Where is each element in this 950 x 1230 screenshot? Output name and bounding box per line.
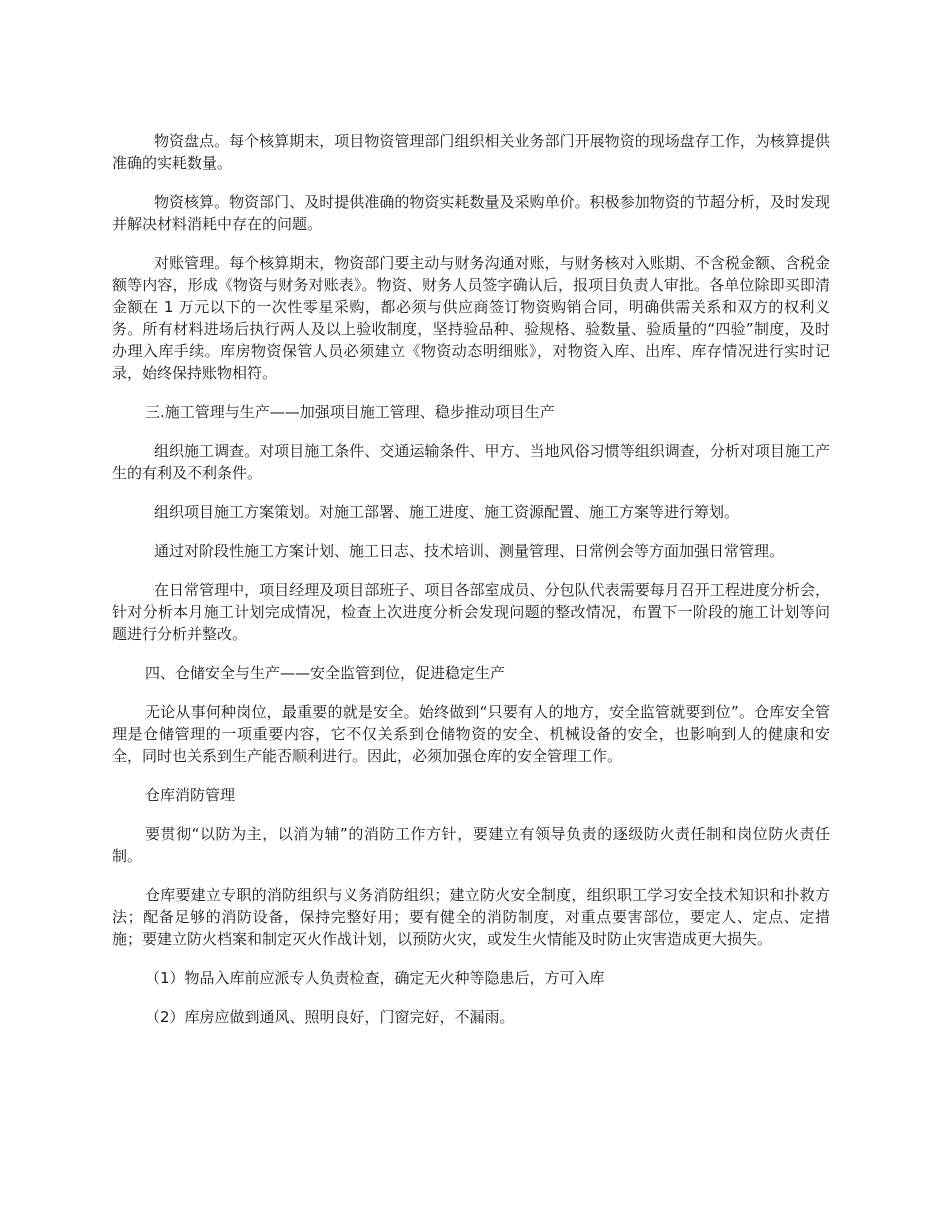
paragraph-inventory-check: 物资盘点。每个核算期末，项目物资管理部门组织相关业务部门开展物资的现场盘存工作，为核算提供准确的实耗数量。 — [112, 132, 830, 172]
list-item-2: （2）库房应做到通风、照明良好，门窗完好，不漏雨。 — [145, 1008, 515, 1026]
section-heading-storage-safety: 四、仓储安全与生产——安全监管到位，促进稳定生产 — [145, 664, 506, 682]
paragraph-progress-meeting: 在日常管理中，项目经理及项目部班子、项目各部室成员、分包队代表需要每月召开工程进度分析会，针对分析本月施工计划完成情况，检查上次进度分析会发现问题的整改情况，布置下一阶段的施工计划等问题进行分析并整改。 — [112, 581, 830, 643]
paragraph-safety-importance: 无论从事何种岗位，最重要的就是安全。始终做到“只要有人的地方，安全监管就要到位”。仓库安全管理是仓储管理的一项重要内容，它不仅关系到仓储物资的安全、机械设备的安全，也影响到人的健康和安全，同时也关系到生产能否顺利进行。因此，必须加强仓库的安全管理工作。 — [112, 703, 830, 765]
paragraph-fire-policy: 要贯彻“以防为主，以消为辅”的消防工作方针，要建立有领导负责的逐级防火责任制和岗位防火责任制。 — [112, 825, 830, 865]
paragraph-fire-organization: 仓库要建立专职的消防组织与义务消防组织；建立防火安全制度，组织职工学习安全技术知识和扑救方法；配备足够的消防设备，保持完整好用；要有健全的消防制度，对重点要害部位，要定人、定点、定措施；要建立防火档案和制定灭火作战计划，以预防火灾，或发生火情能及时防止灾害造成更大损失。 — [112, 886, 830, 948]
subheading-fire-management: 仓库消防管理 — [145, 786, 236, 804]
paragraph-daily-management: 通过对阶段性施工方案计划、施工日志、技术培训、测量管理、日常例会等方面加强日常管理。 — [154, 542, 785, 560]
paragraph-construction-plan: 组织项目施工方案策划。对施工部署、施工进度、施工资源配置、施工方案等进行筹划。 — [154, 503, 740, 521]
paragraph-construction-survey: 组织施工调查。对项目施工条件、交通运输条件、甲方、当地风俗习惯等组织调查，分析对项目施工产生的有利及不利条件。 — [112, 442, 830, 482]
list-item-1: （1）物品入库前应派专人负责检查，确定无火种等隐患后，方可入库 — [145, 969, 605, 987]
paragraph-material-accounting: 物资核算。物资部门、及时提供准确的物资实耗数量及采购单价。积极参加物资的节超分析，及时发现并解决材料消耗中存在的问题。 — [112, 193, 830, 233]
section-heading-construction: 三.施工管理与生产——加强项目施工管理、稳步推动项目生产 — [145, 403, 555, 421]
paragraph-reconciliation: 对账管理。每个核算期末，物资部门要主动与财务沟通对账，与财务核对入账期、不含税金额、含税金额等内容，形成《物资与财务对账表》。物资、财务人员签字确认后，报项目负责人审批。各单位除即买即清金额在 1 万元以下的一次性零星采购，都必须与供应商签订物资购销合同，明确供需关系和双方的权利义务。所有材料进场后执行两人及以上验收制度，坚持验品种、验规格、验数量、验质量的“四验”制度，及时办理入库手续。库房物资保管人员必须建立《物资动态明细账》，对物资入库、出库、库存情况进行实时记录，始终保持账物相符。 — [112, 254, 830, 382]
